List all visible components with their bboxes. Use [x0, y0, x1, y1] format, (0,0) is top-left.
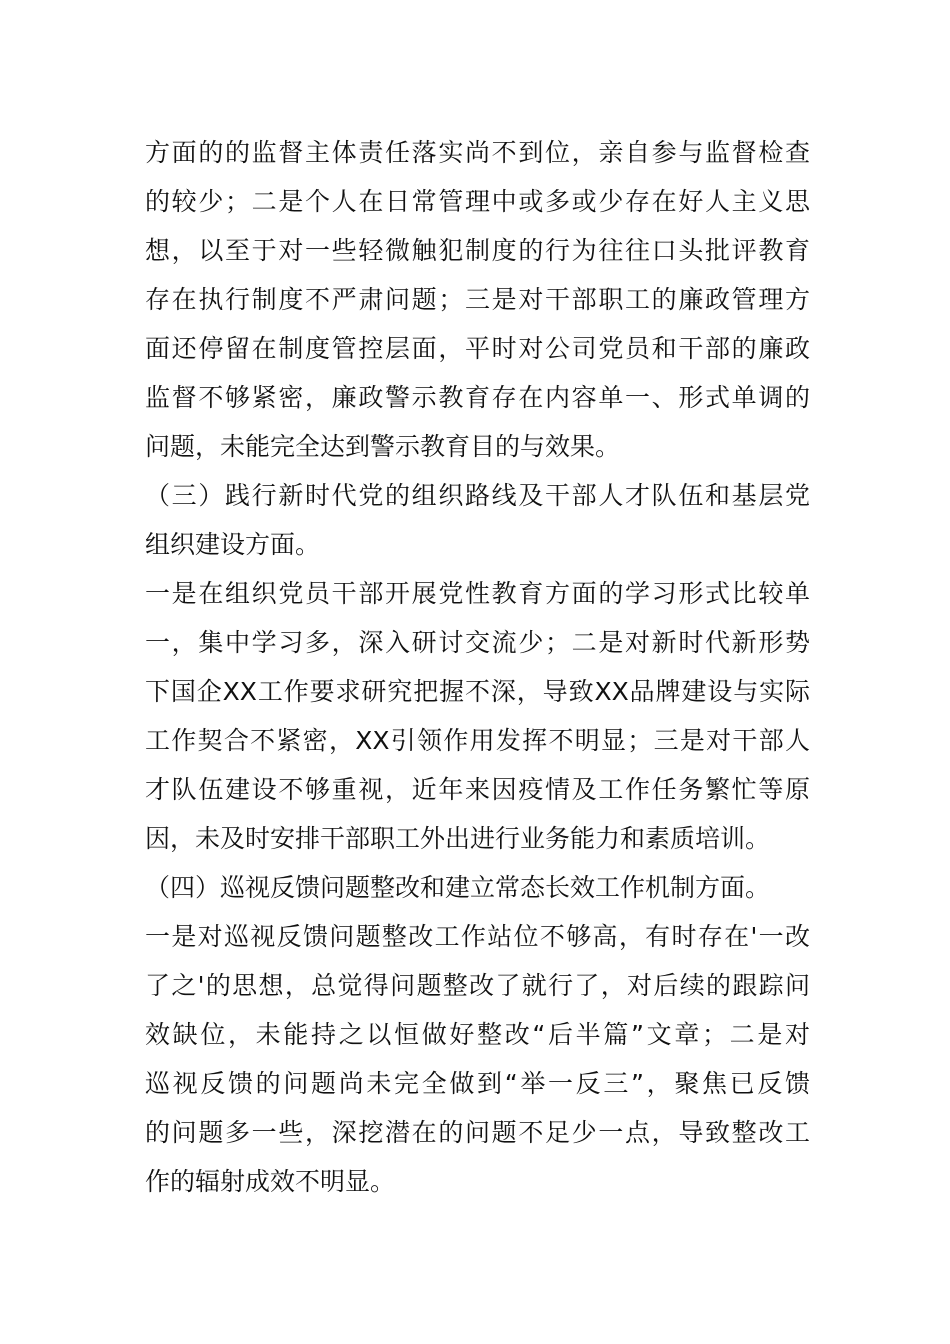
text-line-13: 工作契合不紧密，XX引领作用发挥不明显；三是对干部人	[145, 726, 810, 755]
section-heading-3-line-2: 组织建设方面。	[145, 530, 321, 559]
text-line-2: 的较少；二是个人在日常管理中或多或少存在好人主义思	[145, 187, 810, 216]
text-line-18: 了之'的思想，总觉得问题整改了就行了，对后续的跟踪问	[145, 971, 810, 1000]
text-line-1: 方面的的监督主体责任落实尚不到位，亲自参与监督检查	[145, 138, 810, 167]
section-heading-4: （四）巡视反馈问题整改和建立常态长效工作机制方面。	[145, 873, 771, 902]
text-line-20: 巡视反馈的问题尚未完全做到“举一反三”，聚焦已反馈	[145, 1069, 810, 1098]
text-line-11: 一，集中学习多，深入研讨交流少；二是对新时代新形势	[145, 628, 810, 657]
text-line-6: 监督不够紧密，廉政警示教育存在内容单一、形式单调的	[145, 383, 810, 412]
text-line-5: 面还停留在制度管控层面，平时对公司党员和干部的廉政	[145, 334, 810, 363]
text-line-10: 一是在组织党员干部开展党性教育方面的学习形式比较单	[145, 579, 810, 608]
section-heading-3-line-1: （三）践行新时代党的组织路线及干部人才队伍和基层党	[145, 481, 810, 510]
text-line-7: 问题，未能完全达到警示教育目的与效果。	[145, 432, 621, 461]
text-line-12: 下国企XX工作要求研究把握不深，导致XX品牌建设与实际	[145, 677, 810, 706]
text-line-15: 因，未及时安排干部职工外出进行业务能力和素质培训。	[145, 824, 771, 853]
text-line-17: 一是对巡视反馈问题整改工作站位不够高，有时存在'一改	[145, 922, 810, 951]
body-text	[145, 128, 810, 1206]
text-line-14: 才队伍建设不够重视，近年来因疫情及工作任务繁忙等原	[145, 775, 810, 804]
text-line-3: 想，以至于对一些轻微触犯制度的行为往往口头批评教育	[145, 236, 810, 265]
text-line-22: 作的辐射成效不明显。	[145, 1167, 396, 1196]
text-line-21: 的问题多一些，深挖潜在的问题不足少一点，导致整改工	[145, 1118, 810, 1147]
text-line-19: 效缺位，未能持之以恒做好整改“后半篇”文章；二是对	[145, 1020, 810, 1049]
text-line-4: 存在执行制度不严肃问题；三是对干部职工的廉政管理方	[145, 285, 810, 314]
